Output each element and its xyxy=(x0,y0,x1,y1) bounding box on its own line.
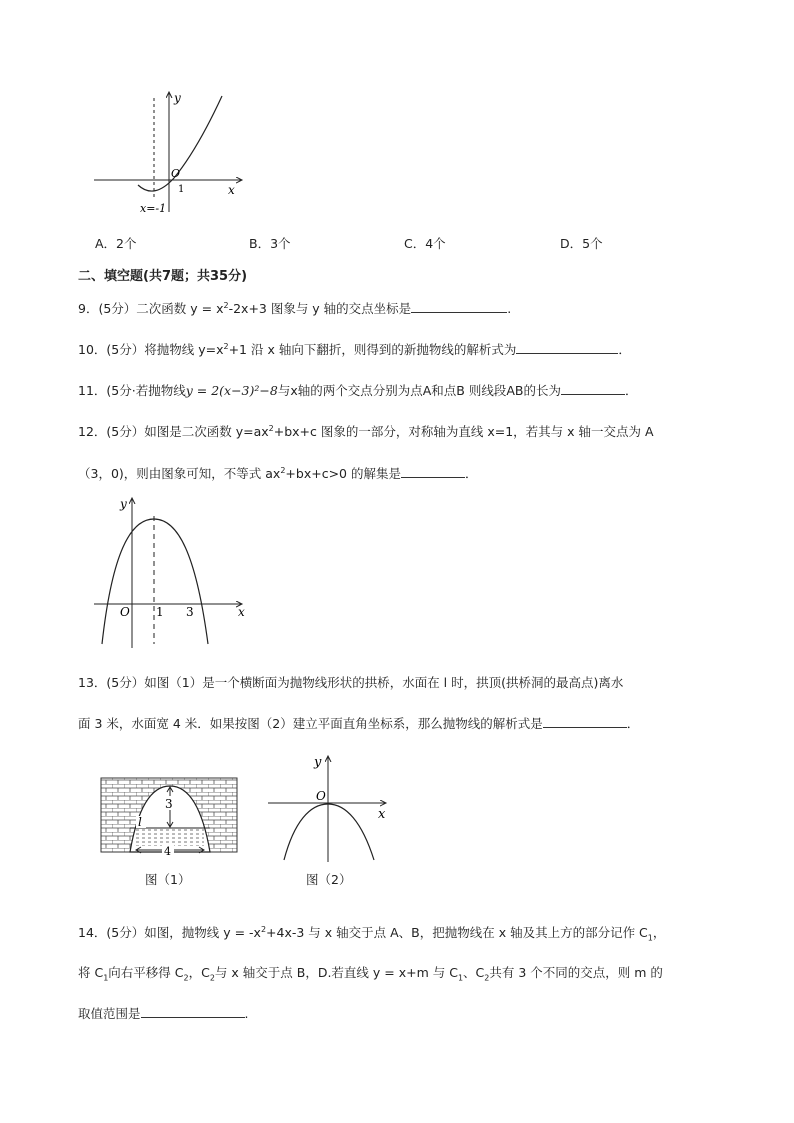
origin-label: O xyxy=(120,605,130,619)
x-axis-label: x xyxy=(228,183,235,197)
option-d[interactable]: D．5个 xyxy=(560,236,603,251)
width-label: 4 xyxy=(164,845,171,856)
option-b[interactable]: B．3个 xyxy=(249,236,291,251)
bridge-figure-1 xyxy=(100,776,240,856)
figure-1-caption: 图（1） xyxy=(145,872,191,887)
question-10: 10．(5分）将抛物线 $y=x^2+1$ 沿 x 轴向下翻折，则得到的新抛物线的解析式为 ． xyxy=(78,341,631,357)
question-12-line2: （3，0)，则由图象可知，不等式 $ax^2+bx+c>0$ 的解集是 ． xyxy=(78,465,478,481)
graph-12 xyxy=(90,494,250,650)
water-level-label: l xyxy=(138,815,142,829)
answer-blank-14[interactable] xyxy=(141,1005,245,1018)
question-13-line2: 面 3 米，水面宽 4 米．如果按图（2）建立平面直角坐标系，那么抛物线的解析式是 ． xyxy=(78,716,640,731)
figure-2-caption: 图（2） xyxy=(306,872,352,887)
question-9: 9．(5分）二次函数 $y = x^2-2x+3$ 图象与 y 轴的交点坐标是 . xyxy=(78,300,512,316)
parabola-curve xyxy=(284,804,374,860)
question-12-line1: 12．(5分）如图是二次函数 $y=ax^2+bx+c$ 图象的一部分，对称轴为直线 x=1，若其与 x 轴一交点为 A xyxy=(78,423,654,439)
x-axis-label: x xyxy=(378,807,386,822)
height-label: 3 xyxy=(165,797,173,811)
tick-1-label: 1 xyxy=(178,184,185,195)
answer-blank-10[interactable] xyxy=(516,341,618,354)
tick-1-label: 1 xyxy=(156,605,164,619)
question-13-line1: 13．(5分）如图（1）是一个横断面为抛物线形状的拱桥，水面在 l 时，拱顶(拱桥洞的最高点)离水 xyxy=(78,675,624,690)
parabola-curve xyxy=(102,519,208,644)
top-graph xyxy=(92,88,252,218)
option-c[interactable]: C．4个 xyxy=(404,236,446,251)
coord-figure-2 xyxy=(266,752,396,864)
origin-label: O xyxy=(316,789,326,803)
answer-blank-9[interactable] xyxy=(411,300,507,313)
y-axis-label: y xyxy=(120,497,127,511)
y-axis-label: y xyxy=(174,91,181,105)
answer-blank-12[interactable] xyxy=(401,465,465,478)
question-14-line3: 取值范围是 . xyxy=(78,1006,249,1021)
answer-blank-13[interactable] xyxy=(543,715,627,728)
symmetry-label: x=-1 xyxy=(140,202,167,215)
tick-3-label: 3 xyxy=(186,605,194,619)
origin-label: O xyxy=(171,167,181,180)
x-axis-label: x xyxy=(238,605,245,619)
formula-11: y = 2(x−3)²−8 xyxy=(185,383,278,398)
answer-blank-11[interactable] xyxy=(561,382,625,395)
option-a[interactable]: A．2个 xyxy=(95,236,137,251)
y-axis-label: y xyxy=(314,755,322,770)
question-11: 11．(5分·若抛物线y = 2(x−3)²−8与x轴的两个交点分别为点A和点B 则线段AB的长为 ． xyxy=(78,383,638,398)
question-14-line1: 14．(5分）如图，抛物线 $y = -x^2+4x-3$ 与 x 轴交于点 A、B，把抛物线在 x 轴及其上方的部分记作 $C_1$， xyxy=(78,924,666,943)
section-title: 二、填空题(共7题；共35分) xyxy=(78,269,248,284)
question-14-line2: 将 $C_1$向右平移得 $C_2$，$C_2$与 x 轴交于点 B，D.若直线 y = x+m 与 $C_1$、$C_2$共有 3 个不同的交点，则 m 的 xyxy=(78,965,663,983)
water-area xyxy=(136,828,204,846)
